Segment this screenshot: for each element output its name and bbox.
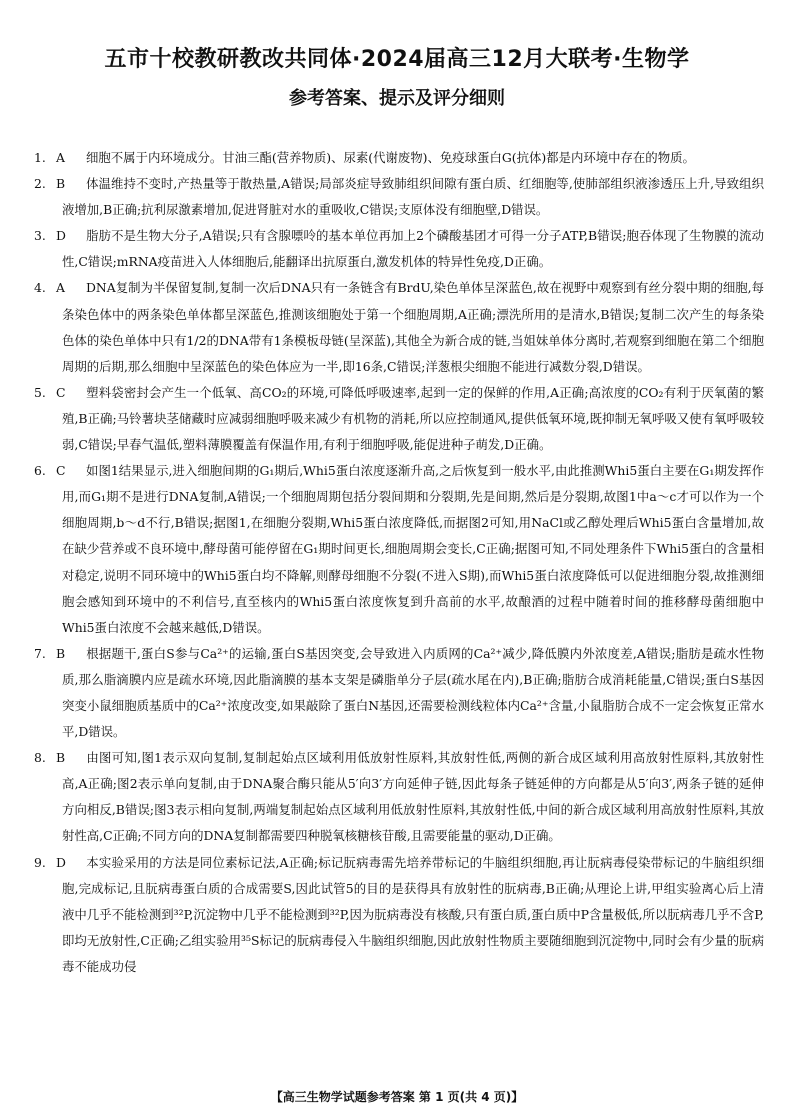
question-number: 2.	[34, 176, 46, 192]
answer-explanation: 脂肪不是生物大分子,A错误;只有含腺嘌呤的基本单位再加上2个磷酸基团才可得一分子ATP,B错误;胞吞体现了生物膜的流动性,C错误;mRNA疫苗进入人体细胞后,能翻译出抗原蛋白,激发机体的特异性免疫,D正确。	[62, 228, 764, 270]
answer-choice: A	[56, 150, 65, 165]
page-footer: 【高三生物学试题参考答案 第 1 页(共 4 页)】	[270, 1090, 524, 1104]
answer-list	[34, 145, 764, 980]
question-number: 1.	[34, 150, 46, 165]
answer-explanation: 塑料袋密封会产生一个低氧、高CO₂的环境,可降低呼吸速率,起到一定的保鲜的作用,A正确;高浓度的CO₂有利于厌氧菌的繁殖,B正确;马铃薯块茎储藏时应减弱细胞呼吸来减少有机物的消耗,所以应控制通风,提供低氧环境,既抑制无氧呼吸又使有氧呼吸较弱,C错误;早春气温低,塑料薄膜覆盖有保温作用,有利于细胞呼吸,能促进种子萌发,D正确。	[62, 384, 764, 453]
document-title: 五市十校教研教改共同体·2024届高三12月大联考·生物学	[104, 47, 690, 72]
answer-choice: C	[56, 384, 66, 400]
answer-explanation: 如图1结果显示,进入细胞间期的G₁期后,Whi5蛋白浓度逐渐升高,之后恢复到一般水平,由此推测Whi5蛋白主要在G₁期发挥作用,而G₁期不是进行DNA复制,A错误;一个细胞周期包括分裂间期和分裂期,先是间期,然后是分裂期,故图1中a～c才可以作为一个细胞周期,b～d不行,B错误;据图1,在细胞分裂期,Whi5蛋白浓度降低,而据图2可知,用NaCl或乙醇处理后Whi5蛋白含量增加,故在缺少营养或不良环境中,酵母菌可能停留在G₁期时间更长,细胞周期会变长,C正确;据图可知,不同处理条件下Whi5蛋白的含量相对稳定,说明不同环境中的Whi5蛋白均不降解,则酵母细胞不分裂(不进入S期),而Whi5蛋白浓度降低可以促进细胞分裂,故推测细胞会感知到环境中的不利信号,直至核内的Whi5蛋白浓度恢复到升高前的水平,故酿酒的过程中随着时间的推移酵母菌细胞中Whi5蛋白浓度不会越来越低,D错误。	[62, 463, 764, 635]
answer-explanation: 由图可知,图1表示双向复制,复制起始点区域利用低放射性原料,其放射性低,两侧的新合成区域利用高放射性原料,其放射性高,A正确;图2表示单向复制,由于DNA聚合酶只能从5′向3′方向延伸子链,因此每条子链延伸的方向都是从5′向3′,两条子链的延伸方向相反,B错误;图3表示相向复制,两端复制起始点区域利用低放射性原料,其放射性低,中间的新合成区域利用高放射性原料,其放射性高,C正确;不同方向的DNA复制都需要四种脱氧核糖核苷酸,且需要能量的驱动,D正确。	[62, 750, 764, 844]
answer-choice: B	[56, 176, 66, 192]
question-number: 4.	[34, 280, 46, 296]
answer-choice: D	[56, 228, 66, 244]
answer-choice: C	[56, 463, 66, 479]
question-number: 5.	[34, 384, 46, 400]
answer-explanation: 体温维持不变时,产热量等于散热量,A错误;局部炎症导致肺组织间隙有蛋白质、红细胞等,使肺部组织液渗透压上升,导致组织液增加,B正确;抗利尿激素增加,促进肾脏对水的重吸收,C错误;支原体没有细胞壁,D错误。	[62, 176, 764, 218]
question-number: 8.	[34, 750, 46, 766]
answer-explanation: 本实验采用的方法是同位素标记法,A正确;标记朊病毒需先培养带标记的牛脑组织细胞,再让朊病毒侵染带标记的牛脑组织细胞,完成标记,且朊病毒蛋白质的合成需要S,因此试管5的目的是获得具有放射性的朊病毒,B正确;从理论上讲,甲组实验离心后上清液中几乎不能检测到³²P,沉淀物中几乎不能检测到³²P,因为朊病毒没有核酸,只有蛋白质,蛋白质中P含量极低,所以朊病毒几乎不含P,即均无放射性,C正确;乙组实验用³⁵S标记的朊病毒侵入牛脑组织细胞,因此放射性物质主要随细胞到沉淀物中,同时会有少量的朊病毒不能成功侵	[62, 854, 764, 974]
answer-choice: B	[56, 645, 66, 661]
answer-item-7	[34, 641, 764, 745]
question-number: 9.	[34, 854, 46, 870]
question-number: 6.	[34, 463, 46, 479]
answer-item-8	[34, 745, 764, 849]
question-number: 7.	[34, 645, 46, 661]
answer-choice: A	[56, 280, 65, 296]
answer-item-3	[34, 223, 764, 275]
answer-explanation: DNA复制为半保留复制,复制一次后DNA只有一条链含有BrdU,染色单体呈深蓝色,故在视野中观察到有丝分裂中期的细胞,每条染色体中的两条染色单体都呈深蓝色,推测该细胞处于第一个细胞周期,A正确;漂洗所用的是清水,B错误;复制二次产生的每条染色体的染色单体中只有1/2的DNA带有1条模板母链(呈深蓝),其他全为新合成的链,当姐妹单体分离时,若观察到细胞在第二个细胞周期的后期,那么细胞中呈深蓝色的染色体应为一半,即16条,C错误;洋葱根尖细胞不能进行减数分裂,D错误。	[62, 280, 764, 374]
answer-item-6	[34, 458, 764, 641]
answer-item-4	[34, 275, 764, 379]
answer-item-9	[34, 850, 764, 980]
answer-choice: D	[56, 854, 66, 870]
question-number: 3.	[34, 228, 46, 244]
answer-item-5	[34, 380, 764, 458]
answer-choice: B	[56, 750, 66, 766]
document-subtitle: 参考答案、提示及评分细则	[289, 88, 505, 109]
answer-explanation: 根据题干,蛋白S参与Ca²⁺的运输,蛋白S基因突变,会导致进入内质网的Ca²⁺减少,降低膜内外浓度差,A错误;脂肪是疏水性物质,那么脂滴膜内应是疏水环境,因此脂滴膜的基本支架是磷脂单分子层(疏水尾在内),B正确;脂肪合成消耗能量,C错误;蛋白S基因突变小鼠细胞质基质中的Ca²⁺浓度改变,如果敲除了蛋白N基因,还需要检测线粒体内Ca²⁺含量,小鼠脂肪合成不一定会恢复正常水平,D错误。	[62, 645, 764, 740]
answer-item-2	[34, 171, 764, 223]
answer-item-1	[34, 145, 764, 171]
answer-explanation: 细胞不属于内环境成分。甘油三酯(营养物质)、尿素(代谢废物)、免疫球蛋白G(抗体)都是内环境中存在的物质。	[86, 150, 695, 165]
